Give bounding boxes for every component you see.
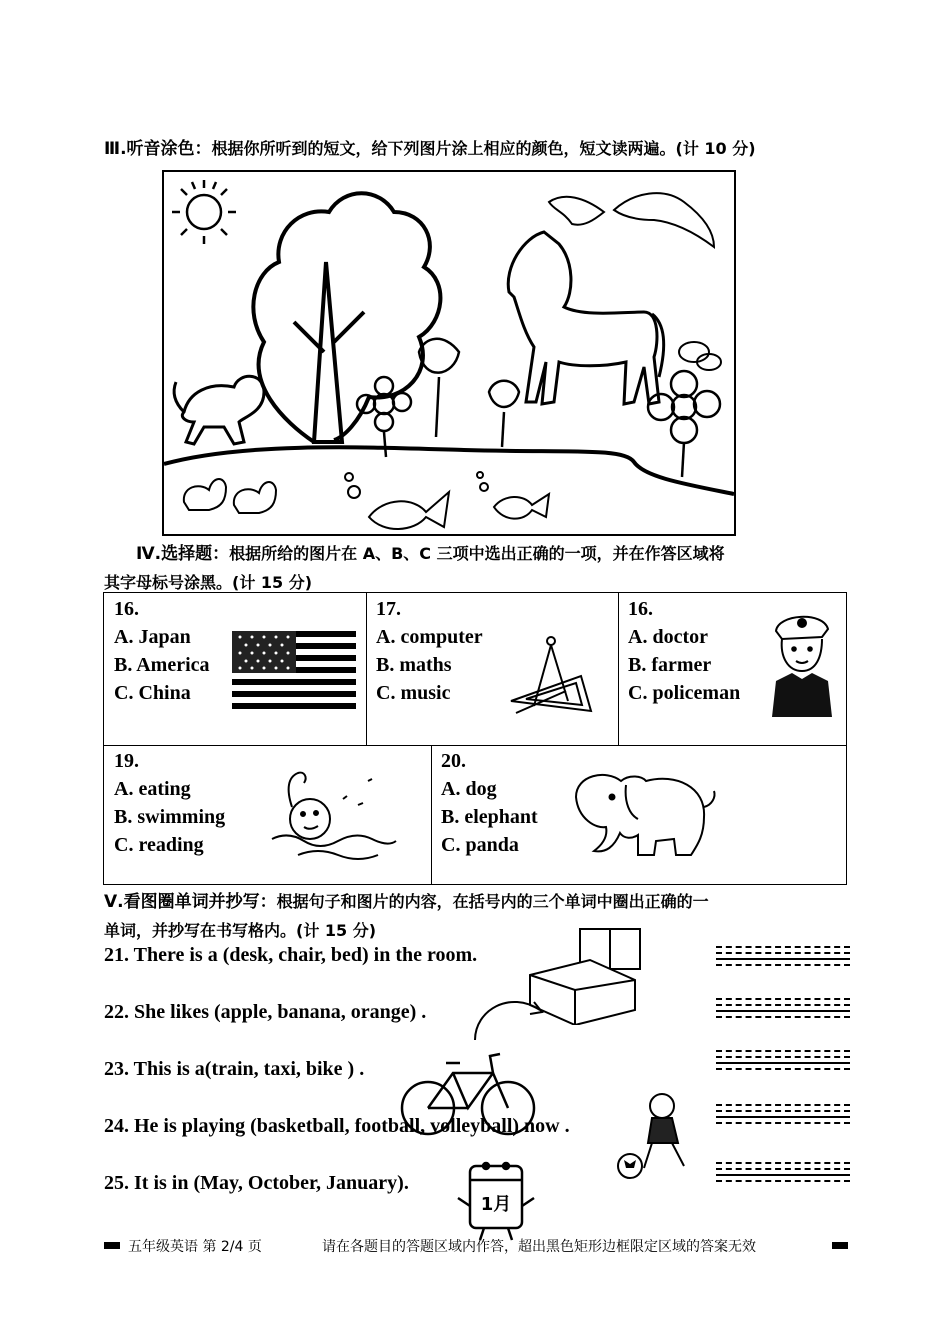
horse-icon (508, 232, 664, 404)
elephant-icon (566, 767, 720, 863)
writing-lines-22[interactable] (716, 998, 850, 1022)
policeman-icon (768, 609, 834, 717)
section4-instruction-line1: 根据所给的图片在 A、B、C 三项中选出正确的一项，并在作答区域将 (229, 544, 725, 563)
sentence-23: 23. This is a(train, taxi, bike ) . (104, 1058, 365, 1080)
section3-title: Ⅲ.听音涂色： (104, 139, 212, 159)
duck-icon (184, 479, 276, 513)
question-19 (114, 747, 225, 859)
option-c[interactable]: C. policeman (628, 682, 741, 704)
calendar-label: 1月 (480, 1194, 512, 1215)
calendar-icon (456, 1156, 536, 1242)
question-number: 20. (441, 750, 466, 772)
option-c[interactable]: C. panda (441, 834, 519, 856)
footer-notice: 请在各题目的答题区域内作答，超出黑色矩形边框限定区域的答案无效 (322, 1239, 756, 1255)
option-b[interactable]: B. swimming (114, 806, 226, 828)
sentence-24: 24. He is playing (basketball, football, volleyball) now . (104, 1115, 570, 1137)
option-a[interactable]: A. dog (441, 778, 497, 800)
compass-ruler-icon (506, 631, 596, 721)
choice-grid (103, 592, 847, 885)
writing-lines-24[interactable] (716, 1104, 850, 1128)
football-player-icon (612, 1088, 702, 1183)
option-a[interactable]: A. eating (114, 778, 191, 800)
option-c[interactable]: C. reading (114, 834, 204, 856)
section3-header (104, 134, 864, 159)
question-20 (441, 747, 538, 859)
writing-lines-23[interactable] (716, 1050, 850, 1074)
option-b[interactable]: B. elephant (441, 806, 538, 828)
ground-line (164, 447, 734, 494)
question-18 (628, 595, 740, 707)
question-number: 19. (114, 750, 139, 772)
page-footer (104, 1236, 850, 1258)
coloring-picture (162, 170, 736, 536)
bird-icon (549, 193, 714, 247)
section5-instruction-line1: 根据句子和图片的内容，在括号内的三个单词中圈出正确的一 (276, 892, 709, 911)
dog-icon (174, 376, 264, 444)
option-b[interactable]: B. America (114, 654, 210, 676)
section4-instruction-line2: 其字母标号涂黑。(计 15 分) (104, 573, 313, 592)
question-number: 16. (628, 598, 653, 620)
question-number: 17. (376, 598, 401, 620)
section5-header (104, 888, 864, 945)
writing-lines-25[interactable] (716, 1162, 850, 1186)
swimmer-icon (268, 769, 398, 861)
sentence-21: 21. There is a (desk, chair, bed) in the room. (104, 944, 478, 966)
footer-marker-right (832, 1242, 848, 1249)
question-16 (114, 595, 210, 707)
option-b[interactable]: B. maths (376, 654, 452, 676)
fish-icon (345, 472, 549, 529)
question-number: 16. (114, 598, 139, 620)
sentence-22: 22. She likes (apple, banana, orange) . (104, 1001, 427, 1023)
section4-header (104, 540, 864, 597)
writing-lines-21[interactable] (716, 946, 850, 970)
section3-instruction: 根据你所听到的短文，给下列图片涂上相应的颜色，短文读两遍。(计 10 分) (211, 139, 756, 158)
option-c[interactable]: C. China (114, 682, 191, 704)
option-a[interactable]: A. computer (376, 626, 483, 648)
footer-marker-left (104, 1242, 120, 1249)
option-b[interactable]: B. farmer (628, 654, 712, 676)
american-flag-icon (232, 631, 356, 713)
option-a[interactable]: A. doctor (628, 626, 708, 648)
footer-page-info: 五年级英语 第 2/4 页 (128, 1239, 262, 1255)
tree-icon (253, 193, 440, 442)
option-c[interactable]: C. music (376, 682, 451, 704)
question-17 (376, 595, 483, 707)
butterfly-icon (679, 342, 721, 370)
section5-title: Ⅴ.看图圈单词并抄写： (104, 892, 277, 912)
sentence-25: 25. It is in (May, October, January). (104, 1172, 409, 1194)
section4-title: Ⅳ.选择题： (136, 544, 230, 564)
flower-icon (357, 339, 720, 477)
coloring-scene-image (164, 172, 734, 534)
bicycle-icon (398, 1048, 538, 1138)
section5-instruction-line2: 单词，并抄写在书写格内。(计 15 分) (104, 921, 377, 940)
option-a[interactable]: A. Japan (114, 626, 191, 648)
sun-icon (172, 180, 236, 244)
